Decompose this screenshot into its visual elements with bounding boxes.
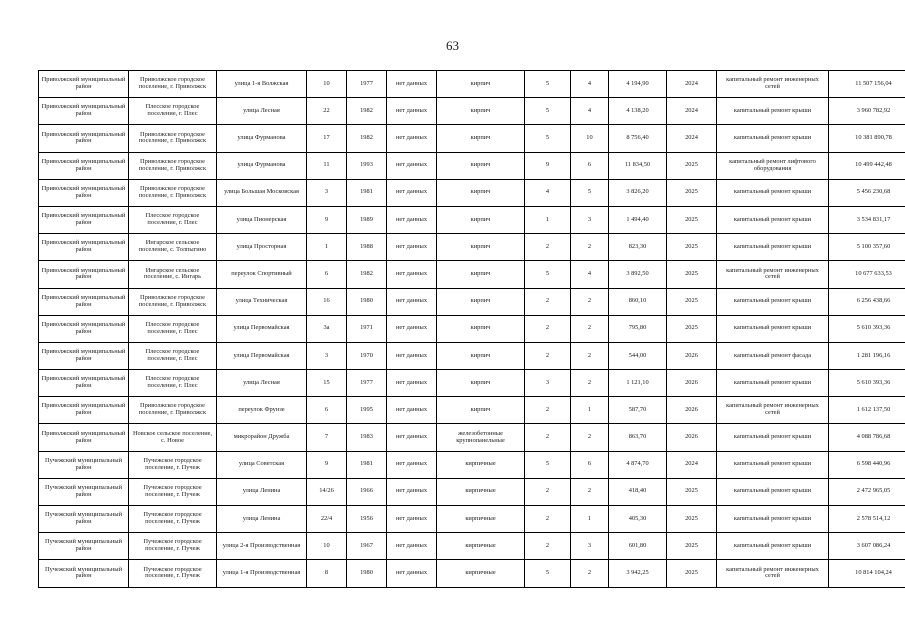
plan-year-cell: 2025 bbox=[667, 261, 717, 288]
entrances-cell: 10 bbox=[571, 125, 609, 152]
registry-table bbox=[38, 70, 905, 588]
data-status-cell: нет данных bbox=[387, 152, 437, 179]
area-cell: 4 194,90 bbox=[609, 71, 667, 98]
cost-cell: 5 456 230,68 bbox=[829, 179, 905, 206]
wall-material-cell: кирпич bbox=[437, 342, 525, 369]
settlement-cell: Ингарское сельское поселение, с. Ингарь bbox=[129, 261, 217, 288]
district-cell: Пучежский муниципальный район bbox=[39, 560, 129, 587]
wall-material-cell: кирпичные bbox=[437, 533, 525, 560]
floors-cell: 2 bbox=[525, 424, 571, 451]
build-year-cell: 1970 bbox=[347, 342, 387, 369]
settlement-cell: Плесское городское поселение, г. Плес bbox=[129, 315, 217, 342]
build-year-cell: 1977 bbox=[347, 71, 387, 98]
table-row bbox=[39, 234, 905, 261]
house-number-cell: 6 bbox=[307, 261, 347, 288]
entrances-cell: 2 bbox=[571, 234, 609, 261]
area-cell: 418,40 bbox=[609, 478, 667, 505]
wall-material-cell: кирпич bbox=[437, 152, 525, 179]
table-row bbox=[39, 342, 905, 369]
district-cell: Приволжский муниципальный район bbox=[39, 125, 129, 152]
district-cell: Приволжский муниципальный район bbox=[39, 234, 129, 261]
entrances-cell: 6 bbox=[571, 152, 609, 179]
data-status-cell: нет данных bbox=[387, 179, 437, 206]
area-cell: 587,70 bbox=[609, 397, 667, 424]
table-row bbox=[39, 125, 905, 152]
settlement-cell: Новское сельское поселение, с. Новое bbox=[129, 424, 217, 451]
entrances-cell: 5 bbox=[571, 179, 609, 206]
work-type-cell: капитальный ремонт крыши bbox=[717, 315, 829, 342]
wall-material-cell: железобетонные крупнопанельные bbox=[437, 424, 525, 451]
build-year-cell: 1977 bbox=[347, 370, 387, 397]
work-type-cell: капитальный ремонт инженерных сетей bbox=[717, 71, 829, 98]
table-row bbox=[39, 71, 905, 98]
work-type-cell: капитальный ремонт крыши bbox=[717, 125, 829, 152]
area-cell: 860,10 bbox=[609, 288, 667, 315]
table-row bbox=[39, 424, 905, 451]
build-year-cell: 1981 bbox=[347, 451, 387, 478]
street-cell: улица Первомайская bbox=[217, 342, 307, 369]
house-number-cell: 9 bbox=[307, 451, 347, 478]
data-status-cell: нет данных bbox=[387, 478, 437, 505]
area-cell: 3 826,20 bbox=[609, 179, 667, 206]
house-number-cell: 3 bbox=[307, 179, 347, 206]
data-status-cell: нет данных bbox=[387, 261, 437, 288]
house-number-cell: 9 bbox=[307, 206, 347, 233]
work-type-cell: капитальный ремонт крыши bbox=[717, 533, 829, 560]
table-row bbox=[39, 152, 905, 179]
plan-year-cell: 2025 bbox=[667, 234, 717, 261]
work-type-cell: капитальный ремонт крыши bbox=[717, 206, 829, 233]
settlement-cell: Плесское городское поселение, г. Плес bbox=[129, 342, 217, 369]
plan-year-cell: 2024 bbox=[667, 98, 717, 125]
district-cell: Пучежский муниципальный район bbox=[39, 478, 129, 505]
area-cell: 601,80 bbox=[609, 533, 667, 560]
house-number-cell: 11 bbox=[307, 152, 347, 179]
street-cell: улица Ленина bbox=[217, 478, 307, 505]
settlement-cell: Приволжское городское поселение, г. Приволжск bbox=[129, 179, 217, 206]
floors-cell: 9 bbox=[525, 152, 571, 179]
plan-year-cell: 2024 bbox=[667, 451, 717, 478]
area-cell: 544,00 bbox=[609, 342, 667, 369]
house-number-cell: 6 bbox=[307, 397, 347, 424]
table-row bbox=[39, 98, 905, 125]
plan-year-cell: 2025 bbox=[667, 179, 717, 206]
settlement-cell: Приволжское городское поселение, г. Приволжск bbox=[129, 71, 217, 98]
data-status-cell: нет данных bbox=[387, 451, 437, 478]
floors-cell: 2 bbox=[525, 478, 571, 505]
entrances-cell: 4 bbox=[571, 261, 609, 288]
house-number-cell: 3 bbox=[307, 342, 347, 369]
build-year-cell: 1956 bbox=[347, 506, 387, 533]
plan-year-cell: 2026 bbox=[667, 424, 717, 451]
settlement-cell: Плесское городское поселение, г. Плес bbox=[129, 370, 217, 397]
wall-material-cell: кирпичные bbox=[437, 560, 525, 587]
district-cell: Приволжский муниципальный район bbox=[39, 397, 129, 424]
entrances-cell: 1 bbox=[571, 397, 609, 424]
plan-year-cell: 2025 bbox=[667, 506, 717, 533]
table-row bbox=[39, 288, 905, 315]
settlement-cell: Пучежское городское поселение, г. Пучеж bbox=[129, 478, 217, 505]
cost-cell: 10 677 633,53 bbox=[829, 261, 905, 288]
build-year-cell: 1980 bbox=[347, 288, 387, 315]
data-status-cell: нет данных bbox=[387, 506, 437, 533]
area-cell: 1 494,40 bbox=[609, 206, 667, 233]
table-row bbox=[39, 451, 905, 478]
cost-cell: 5 610 393,36 bbox=[829, 315, 905, 342]
work-type-cell: капитальный ремонт крыши bbox=[717, 179, 829, 206]
table-row bbox=[39, 478, 905, 505]
street-cell: улица Лесная bbox=[217, 370, 307, 397]
floors-cell: 5 bbox=[525, 261, 571, 288]
data-status-cell: нет данных bbox=[387, 125, 437, 152]
table-row bbox=[39, 560, 905, 587]
cost-cell: 1 612 137,50 bbox=[829, 397, 905, 424]
settlement-cell: Приволжское городское поселение, г. Приволжск bbox=[129, 288, 217, 315]
floors-cell: 4 bbox=[525, 179, 571, 206]
data-status-cell: нет данных bbox=[387, 424, 437, 451]
settlement-cell: Плесское городское поселение, г. Плес bbox=[129, 98, 217, 125]
entrances-cell: 2 bbox=[571, 370, 609, 397]
data-status-cell: нет данных bbox=[387, 71, 437, 98]
entrances-cell: 4 bbox=[571, 71, 609, 98]
table-row bbox=[39, 370, 905, 397]
entrances-cell: 2 bbox=[571, 288, 609, 315]
table-row bbox=[39, 397, 905, 424]
house-number-cell: 15 bbox=[307, 370, 347, 397]
work-type-cell: капитальный ремонт крыши bbox=[717, 506, 829, 533]
build-year-cell: 1966 bbox=[347, 478, 387, 505]
build-year-cell: 1988 bbox=[347, 234, 387, 261]
build-year-cell: 1981 bbox=[347, 179, 387, 206]
street-cell: улица Ленина bbox=[217, 506, 307, 533]
floors-cell: 5 bbox=[525, 451, 571, 478]
build-year-cell: 1982 bbox=[347, 261, 387, 288]
floors-cell: 2 bbox=[525, 533, 571, 560]
table-body bbox=[39, 71, 905, 588]
data-status-cell: нет данных bbox=[387, 206, 437, 233]
cost-cell: 11 507 156,04 bbox=[829, 71, 905, 98]
street-cell: переулок Спортивный bbox=[217, 261, 307, 288]
build-year-cell: 1982 bbox=[347, 98, 387, 125]
entrances-cell: 1 bbox=[571, 506, 609, 533]
wall-material-cell: кирпич bbox=[437, 125, 525, 152]
cost-cell: 5 100 357,60 bbox=[829, 234, 905, 261]
street-cell: переулок Фрунзе bbox=[217, 397, 307, 424]
entrances-cell: 6 bbox=[571, 451, 609, 478]
settlement-cell: Пучежское городское поселение, г. Пучеж bbox=[129, 533, 217, 560]
street-cell: микрорайон Дружба bbox=[217, 424, 307, 451]
area-cell: 823,30 bbox=[609, 234, 667, 261]
district-cell: Пучежский муниципальный район bbox=[39, 451, 129, 478]
street-cell: улица Большая Московская bbox=[217, 179, 307, 206]
entrances-cell: 2 bbox=[571, 342, 609, 369]
data-status-cell: нет данных bbox=[387, 342, 437, 369]
entrances-cell: 4 bbox=[571, 98, 609, 125]
table-row bbox=[39, 261, 905, 288]
house-number-cell: 16 bbox=[307, 288, 347, 315]
wall-material-cell: кирпич bbox=[437, 370, 525, 397]
plan-year-cell: 2025 bbox=[667, 288, 717, 315]
settlement-cell: Пучежское городское поселение, г. Пучеж bbox=[129, 451, 217, 478]
house-number-cell: 14/26 bbox=[307, 478, 347, 505]
street-cell: улица Советская bbox=[217, 451, 307, 478]
plan-year-cell: 2024 bbox=[667, 125, 717, 152]
plan-year-cell: 2025 bbox=[667, 560, 717, 587]
cost-cell: 10 499 442,48 bbox=[829, 152, 905, 179]
area-cell: 863,70 bbox=[609, 424, 667, 451]
floors-cell: 2 bbox=[525, 288, 571, 315]
cost-cell: 2 472 965,05 bbox=[829, 478, 905, 505]
cost-cell: 6 598 440,96 bbox=[829, 451, 905, 478]
work-type-cell: капитальный ремонт крыши bbox=[717, 478, 829, 505]
entrances-cell: 2 bbox=[571, 478, 609, 505]
wall-material-cell: кирпич bbox=[437, 98, 525, 125]
entrances-cell: 2 bbox=[571, 560, 609, 587]
plan-year-cell: 2025 bbox=[667, 533, 717, 560]
cost-cell: 6 256 438,66 bbox=[829, 288, 905, 315]
build-year-cell: 1989 bbox=[347, 206, 387, 233]
data-status-cell: нет данных bbox=[387, 315, 437, 342]
wall-material-cell: кирпич bbox=[437, 397, 525, 424]
data-status-cell: нет данных bbox=[387, 234, 437, 261]
house-number-cell: 1 bbox=[307, 234, 347, 261]
floors-cell: 2 bbox=[525, 315, 571, 342]
table-row bbox=[39, 206, 905, 233]
entrances-cell: 2 bbox=[571, 315, 609, 342]
house-number-cell: 10 bbox=[307, 71, 347, 98]
floors-cell: 2 bbox=[525, 342, 571, 369]
street-cell: улица Техническая bbox=[217, 288, 307, 315]
cost-cell: 5 610 393,36 bbox=[829, 370, 905, 397]
district-cell: Приволжский муниципальный район bbox=[39, 206, 129, 233]
wall-material-cell: кирпич bbox=[437, 315, 525, 342]
area-cell: 11 834,50 bbox=[609, 152, 667, 179]
area-cell: 405,30 bbox=[609, 506, 667, 533]
district-cell: Приволжский муниципальный район bbox=[39, 342, 129, 369]
district-cell: Приволжский муниципальный район bbox=[39, 152, 129, 179]
house-number-cell: 22/4 bbox=[307, 506, 347, 533]
plan-year-cell: 2025 bbox=[667, 152, 717, 179]
entrances-cell: 3 bbox=[571, 533, 609, 560]
district-cell: Приволжский муниципальный район bbox=[39, 71, 129, 98]
settlement-cell: Приволжское городское поселение, г. Приволжск bbox=[129, 152, 217, 179]
area-cell: 8 756,40 bbox=[609, 125, 667, 152]
table-row bbox=[39, 315, 905, 342]
build-year-cell: 1982 bbox=[347, 125, 387, 152]
build-year-cell: 1980 bbox=[347, 560, 387, 587]
cost-cell: 3 960 782,92 bbox=[829, 98, 905, 125]
district-cell: Приволжский муниципальный район bbox=[39, 288, 129, 315]
house-number-cell: 3а bbox=[307, 315, 347, 342]
settlement-cell: Приволжское городское поселение, г. Приволжск bbox=[129, 125, 217, 152]
work-type-cell: капитальный ремонт крыши bbox=[717, 98, 829, 125]
house-number-cell: 10 bbox=[307, 533, 347, 560]
area-cell: 795,80 bbox=[609, 315, 667, 342]
district-cell: Приволжский муниципальный район bbox=[39, 315, 129, 342]
street-cell: улица Первомайская bbox=[217, 315, 307, 342]
work-type-cell: капитальный ремонт фасада bbox=[717, 342, 829, 369]
settlement-cell: Пучежское городское поселение, г. Пучеж bbox=[129, 560, 217, 587]
page-number: 63 bbox=[446, 38, 459, 53]
work-type-cell: капитальный ремонт инженерных сетей bbox=[717, 560, 829, 587]
table-row bbox=[39, 533, 905, 560]
build-year-cell: 1995 bbox=[347, 397, 387, 424]
table-row bbox=[39, 506, 905, 533]
district-cell: Приволжский муниципальный район bbox=[39, 179, 129, 206]
street-cell: улица 1-я Производственная bbox=[217, 560, 307, 587]
settlement-cell: Плесское городское поселение, г. Плес bbox=[129, 206, 217, 233]
work-type-cell: капитальный ремонт крыши bbox=[717, 234, 829, 261]
house-number-cell: 8 bbox=[307, 560, 347, 587]
plan-year-cell: 2026 bbox=[667, 370, 717, 397]
wall-material-cell: кирпич bbox=[437, 261, 525, 288]
district-cell: Пучежский муниципальный район bbox=[39, 506, 129, 533]
street-cell: улица 2-я Производственная bbox=[217, 533, 307, 560]
floors-cell: 5 bbox=[525, 560, 571, 587]
area-cell: 3 942,25 bbox=[609, 560, 667, 587]
district-cell: Приволжский муниципальный район bbox=[39, 98, 129, 125]
district-cell: Приволжский муниципальный район bbox=[39, 424, 129, 451]
cost-cell: 2 578 514,12 bbox=[829, 506, 905, 533]
cost-cell: 4 088 786,68 bbox=[829, 424, 905, 451]
entrances-cell: 3 bbox=[571, 206, 609, 233]
work-type-cell: капитальный ремонт крыши bbox=[717, 451, 829, 478]
street-cell: улица Просторная bbox=[217, 234, 307, 261]
table-row bbox=[39, 179, 905, 206]
cost-cell: 10 381 890,78 bbox=[829, 125, 905, 152]
plan-year-cell: 2025 bbox=[667, 478, 717, 505]
cost-cell: 3 534 831,17 bbox=[829, 206, 905, 233]
area-cell: 1 121,10 bbox=[609, 370, 667, 397]
build-year-cell: 1967 bbox=[347, 533, 387, 560]
floors-cell: 3 bbox=[525, 370, 571, 397]
area-cell: 4 874,70 bbox=[609, 451, 667, 478]
street-cell: улица Лесная bbox=[217, 98, 307, 125]
data-status-cell: нет данных bbox=[387, 98, 437, 125]
build-year-cell: 1993 bbox=[347, 152, 387, 179]
wall-material-cell: кирпичные bbox=[437, 478, 525, 505]
area-cell: 4 138,20 bbox=[609, 98, 667, 125]
work-type-cell: капитальный ремонт крыши bbox=[717, 424, 829, 451]
data-status-cell: нет данных bbox=[387, 533, 437, 560]
build-year-cell: 1971 bbox=[347, 315, 387, 342]
data-status-cell: нет данных bbox=[387, 288, 437, 315]
floors-cell: 1 bbox=[525, 206, 571, 233]
floors-cell: 2 bbox=[525, 506, 571, 533]
cost-cell: 3 607 086,24 bbox=[829, 533, 905, 560]
floors-cell: 2 bbox=[525, 397, 571, 424]
data-status-cell: нет данных bbox=[387, 370, 437, 397]
district-cell: Пучежский муниципальный район bbox=[39, 533, 129, 560]
plan-year-cell: 2026 bbox=[667, 342, 717, 369]
street-cell: улица 1-я Волжская bbox=[217, 71, 307, 98]
area-cell: 3 892,50 bbox=[609, 261, 667, 288]
wall-material-cell: кирпич bbox=[437, 179, 525, 206]
district-cell: Приволжский муниципальный район bbox=[39, 261, 129, 288]
work-type-cell: капитальный ремонт инженерных сетей bbox=[717, 261, 829, 288]
plan-year-cell: 2024 bbox=[667, 71, 717, 98]
wall-material-cell: кирпич bbox=[437, 288, 525, 315]
plan-year-cell: 2025 bbox=[667, 206, 717, 233]
house-number-cell: 17 bbox=[307, 125, 347, 152]
settlement-cell: Приволжское городское поселение, г. Приволжск bbox=[129, 397, 217, 424]
cost-cell: 10 814 104,24 bbox=[829, 560, 905, 587]
wall-material-cell: кирпичные bbox=[437, 451, 525, 478]
data-status-cell: нет данных bbox=[387, 397, 437, 424]
work-type-cell: капитальный ремонт крыши bbox=[717, 288, 829, 315]
wall-material-cell: кирпич bbox=[437, 206, 525, 233]
street-cell: улица Фурманова bbox=[217, 152, 307, 179]
settlement-cell: Пучежское городское поселение, г. Пучеж bbox=[129, 506, 217, 533]
wall-material-cell: кирпич bbox=[437, 234, 525, 261]
build-year-cell: 1983 bbox=[347, 424, 387, 451]
data-status-cell: нет данных bbox=[387, 560, 437, 587]
work-type-cell: капитальный ремонт лифтового оборудования bbox=[717, 152, 829, 179]
settlement-cell: Ингарское сельское поселение, с. Толпыгино bbox=[129, 234, 217, 261]
wall-material-cell: кирпичные bbox=[437, 506, 525, 533]
plan-year-cell: 2026 bbox=[667, 397, 717, 424]
street-cell: улица Фурманова bbox=[217, 125, 307, 152]
street-cell: улица Пионерская bbox=[217, 206, 307, 233]
house-number-cell: 7 bbox=[307, 424, 347, 451]
entrances-cell: 2 bbox=[571, 424, 609, 451]
house-number-cell: 22 bbox=[307, 98, 347, 125]
work-type-cell: капитальный ремонт инженерных сетей bbox=[717, 397, 829, 424]
work-type-cell: капитальный ремонт крыши bbox=[717, 370, 829, 397]
floors-cell: 2 bbox=[525, 234, 571, 261]
wall-material-cell: кирпич bbox=[437, 71, 525, 98]
floors-cell: 5 bbox=[525, 125, 571, 152]
floors-cell: 5 bbox=[525, 71, 571, 98]
cost-cell: 1 281 196,16 bbox=[829, 342, 905, 369]
floors-cell: 5 bbox=[525, 98, 571, 125]
plan-year-cell: 2025 bbox=[667, 315, 717, 342]
district-cell: Приволжский муниципальный район bbox=[39, 370, 129, 397]
